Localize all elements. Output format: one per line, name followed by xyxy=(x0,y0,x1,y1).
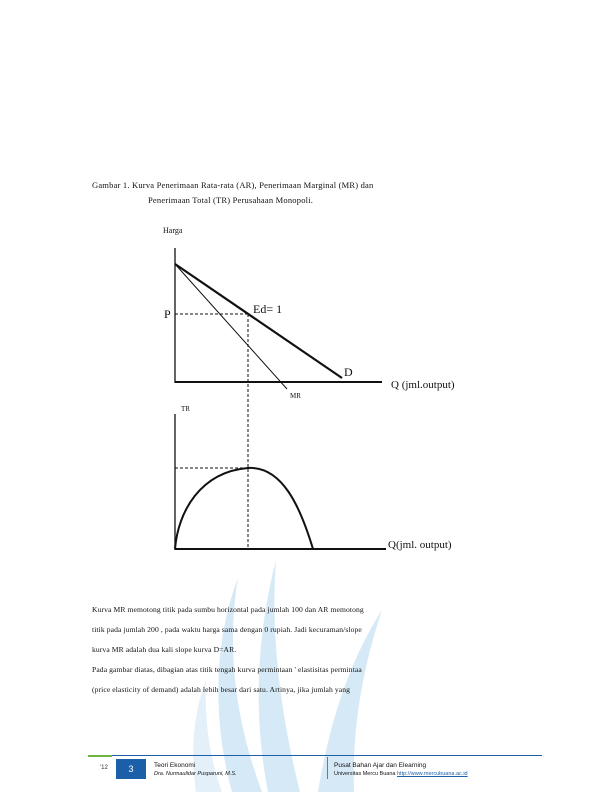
center-name: Pusat Bahan Ajar dan Elearning xyxy=(334,762,427,769)
university-name: Universitas Mercu Buana xyxy=(334,771,396,777)
footer-blue-rule xyxy=(112,755,542,756)
body-line-1: Kurva MR memotong titik pada sumbu horizontal pada jumlah 100 dan AR memotong xyxy=(92,605,364,614)
university-link[interactable]: http://www.mercubuana.ac.id xyxy=(396,771,468,777)
bottom-y-axis-label: TR xyxy=(181,405,190,413)
body-line-4: Pada gambar diatas, dibagian atas titik tengah kurva permintaan ' elastisitas permintaa xyxy=(92,665,362,674)
demand-ar-curve xyxy=(175,264,342,378)
body-line-2: titik pada jumlah 200 , pada waktu harga sama dengan 0 rupiah. Jadi kecuraman/slope xyxy=(92,625,362,634)
page-footer xyxy=(0,755,612,792)
top-x-axis-label: Q (jml.output) xyxy=(391,379,455,391)
top-y-axis-label: Harga xyxy=(163,226,183,235)
footer-course xyxy=(154,761,237,779)
footer-green-rule xyxy=(88,755,112,757)
footer-divider xyxy=(327,757,328,779)
body-line-5: (price elasticity of demand) adalah lebih besar dari satu. Artinya, jika jumlah yang xyxy=(92,685,351,694)
caption-line-1: Gambar 1. Kurva Penerimaan Rata-rata (AR), Penerimaan Marginal (MR) dan xyxy=(92,180,374,190)
body-text xyxy=(92,600,532,700)
body-line-3: kurva MR adalah dua kali slope kurva D=AR. xyxy=(92,645,237,654)
course-title: Teori Ekonomi xyxy=(154,762,196,769)
caption-line-2: Penerimaan Total (TR) Perusahaan Monopoli. xyxy=(148,195,314,205)
center-university-line xyxy=(334,770,468,779)
mr-curve xyxy=(175,264,287,389)
mr-label: MR xyxy=(290,392,301,400)
bottom-x-axis-label: Q(jml. output) xyxy=(388,539,452,551)
tr-curve xyxy=(175,468,313,549)
price-label: P xyxy=(164,307,171,321)
footer-center xyxy=(334,761,468,779)
page-number: 3 xyxy=(116,759,146,779)
course-author: Dra. Nurmaulidar Pusparuni, M.S. xyxy=(154,771,237,777)
demand-label: D xyxy=(344,365,353,379)
elasticity-label: Ed= 1 xyxy=(253,302,283,316)
footer-year: '12 xyxy=(100,765,108,771)
